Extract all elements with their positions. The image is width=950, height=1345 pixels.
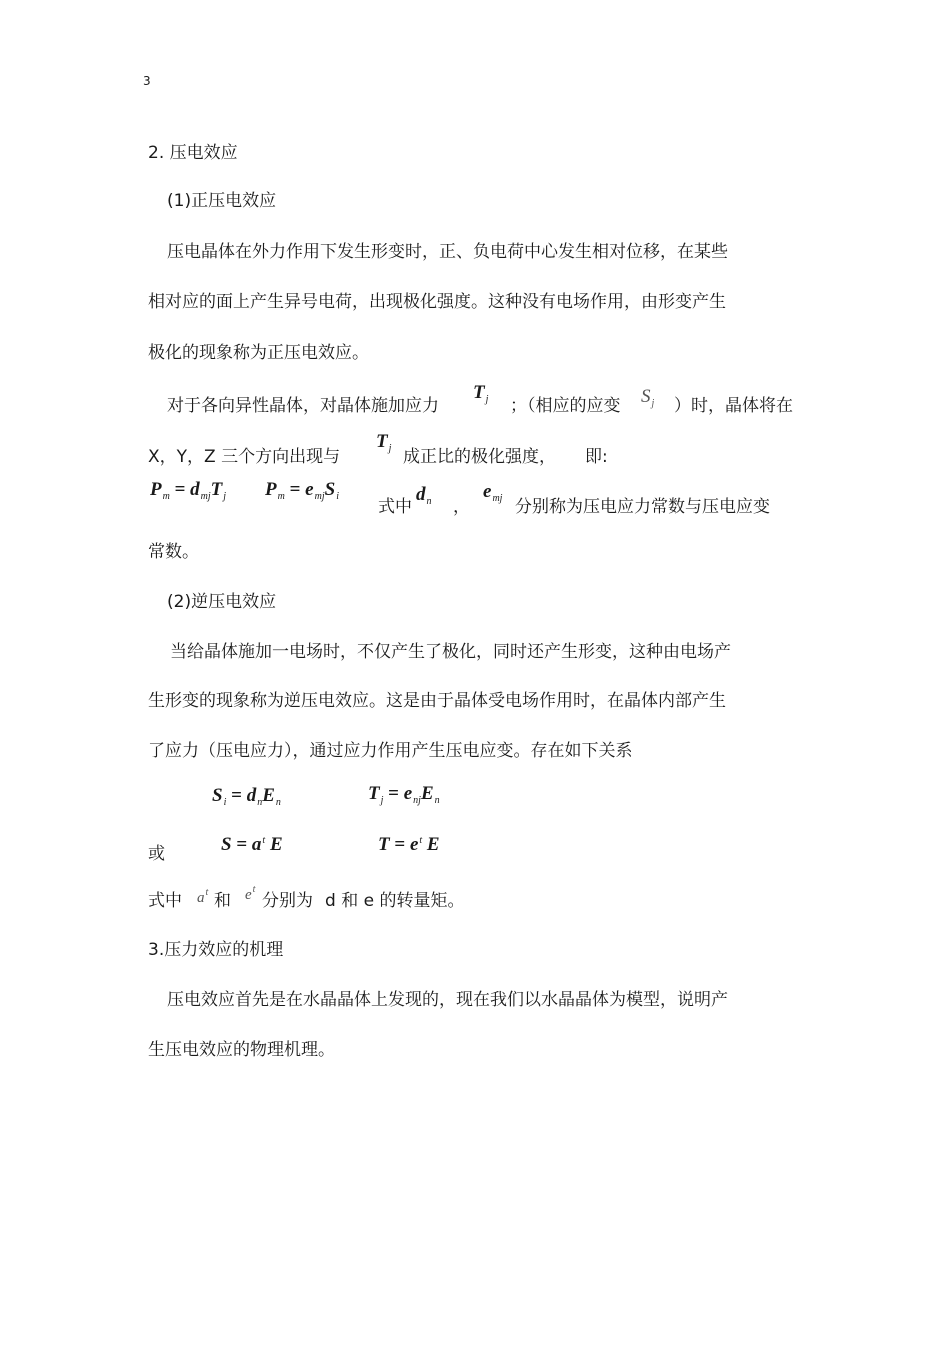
paragraph-text: 式中 [148, 891, 182, 911]
paragraph-line: 压电效应首先是在水晶晶体上发现的，现在我们以水晶晶体为模型，说明产 [167, 990, 728, 1010]
formula-T-et-E: $T = e^t$ E [378, 834, 440, 855]
paragraph-text: d 和 e 的转量矩。 [325, 891, 465, 911]
formula-S-at-E: $S = a^t$ E [221, 834, 283, 855]
paragraph-line: 相对应的面上产生异号电荷，出现极化强度。这种没有电场作用，由形变产生 [148, 292, 726, 312]
paragraph-line: 压电晶体在外力作用下发生形变时，正、负电荷中心发生相对位移，在某些 [167, 242, 728, 262]
paragraph-line: 极化的现象称为正压电效应。 [148, 343, 369, 363]
paragraph-text: ；（相应的应变 [510, 396, 621, 416]
paragraph-line: 生形变的现象称为逆压电效应。这是由于晶体受电场作用时，在晶体内部产生 [148, 691, 726, 711]
formula-et: $e^t$ [245, 884, 256, 903]
formula-Pm-dmj-Tj: $P_m = d_{mj}T_j$ [150, 479, 227, 502]
paragraph-text: 对于各向异性晶体，对晶体施加应力 [167, 396, 439, 416]
formula-stress-Tj: $T_j$ [473, 382, 489, 405]
paragraph-text: X，Y，Z 三个方向出现与 [148, 447, 341, 467]
formula-stress-Tj: $T_j$ [376, 431, 392, 454]
paragraph-text: 成正比的极化强度， [403, 447, 556, 467]
paragraph-text: 式中 [378, 497, 412, 517]
paragraph-text: ）时，晶体将在 [674, 396, 793, 416]
section-heading-piezoelectric-effect: 2. 压电效应 [148, 143, 238, 163]
formula-strain-Sj: $S_j$ [641, 386, 655, 409]
paragraph-text: 和 [214, 891, 231, 911]
formula-at: $a^t$ [197, 887, 209, 906]
paragraph-text-or: 或 [148, 844, 165, 864]
paragraph-line: 了应力（压电应力），通过应力作用产生压电应变。存在如下关系 [148, 741, 633, 761]
paragraph-text: 分别为 [262, 891, 313, 911]
subsection-heading-direct-effect: (1)正压电效应 [167, 191, 277, 211]
paragraph-line: 当给晶体施加一电场时，不仅产生了极化，同时还产生形变，这种由电场产 [170, 642, 731, 662]
formula-Pm-emj-Si: $P_m = e_{mj}S_i$ [265, 479, 339, 502]
section-heading-mechanism: 3.压力效应的机理 [148, 940, 284, 960]
formula-Si-dn-En: $S_i = d_nE_n$ [212, 785, 281, 808]
paragraph-text: 分别称为压电应力常数与压电应变 [515, 497, 770, 517]
paragraph-line: 生压电效应的物理机理。 [148, 1040, 335, 1060]
page-number: 3 [143, 74, 151, 88]
paragraph-text: 即: [585, 447, 608, 467]
subsection-heading-converse-effect: (2)逆压电效应 [167, 592, 277, 612]
formula-dn: $d_n$ [416, 484, 432, 507]
formula-Tj-enj-En: $T_j = e_{nj}E_n$ [368, 783, 440, 806]
paragraph-text: 常数。 [148, 542, 199, 562]
formula-emj: $e_{mj}$ [483, 481, 503, 504]
paragraph-text: ， [453, 497, 470, 517]
